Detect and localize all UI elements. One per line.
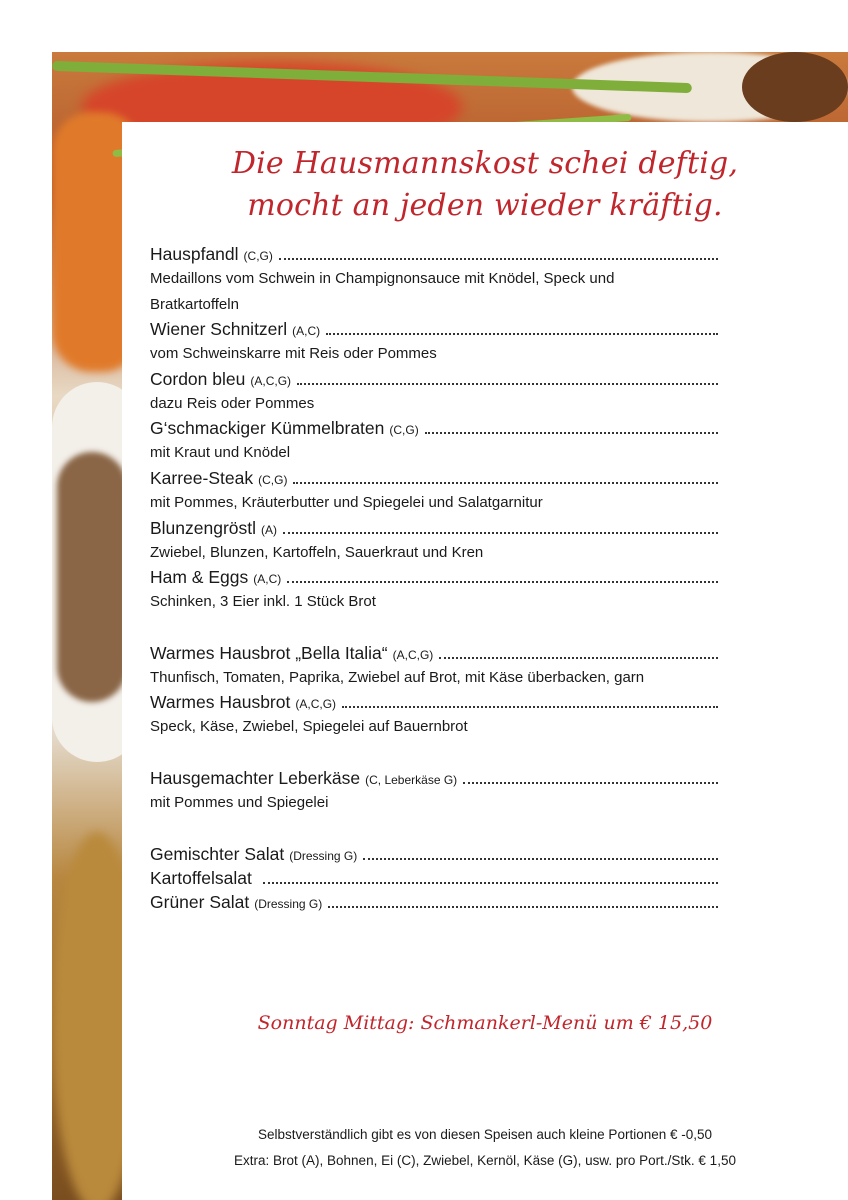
dish-description: Zwiebel, Blunzen, Kartoffeln, Sauerkraut und Kren: [150, 543, 484, 561]
dish-row: [150, 317, 718, 341]
dish-row: [150, 641, 718, 665]
dish-row: [150, 242, 718, 266]
dish-allergens: (A,C,G): [295, 697, 337, 712]
dot-leader: [439, 653, 718, 659]
dish-allergens: (Dressing G): [289, 848, 358, 863]
dish-row: [150, 466, 718, 490]
dish-description: mit Pommes und Spiegelei: [150, 793, 329, 811]
dish-row: [150, 565, 718, 589]
dish-description: mit Pommes, Kräuterbutter und Spiegelei und Salatgarnitur: [150, 493, 543, 511]
dot-leader: [425, 428, 718, 434]
menu-list: [150, 242, 718, 914]
dish-name: Grüner Salat: [150, 891, 250, 912]
dish-description: mit Kraut und Knödel: [150, 444, 291, 462]
dish-allergens: (A,C): [253, 572, 282, 587]
footer-note-extras: Extra: Brot (A), Bohnen, Ei (C), Zwiebel, Kernöl, Käse (G), usw. pro Port./Stk. € 1,50: [234, 1153, 736, 1168]
dish-description: dazu Reis oder Pommes: [150, 394, 315, 412]
dish-description: Speck, Käse, Zwiebel, Spiegelei auf Bauernbrot: [150, 718, 468, 736]
dot-leader: [283, 528, 718, 534]
dish-allergens: (Dressing G): [254, 896, 323, 911]
dish-name: Warmes Hausbrot: [150, 692, 291, 713]
dish-description: Medaillons vom Schwein in Champignonsauce mit Knödel, Speck und: [150, 270, 615, 287]
dish-name: Wiener Schnitzerl: [150, 319, 288, 340]
dot-leader: [293, 478, 718, 484]
dot-leader: [279, 254, 718, 260]
dish-allergens: (C,G): [243, 249, 273, 263]
dish-allergens: (A,C): [292, 324, 321, 339]
dish-row: [150, 367, 718, 391]
slogan-line-2: mocht an jeden wieder kräftig.: [247, 188, 723, 223]
slogan-line-1: Die Hausmannskost schei deftig,: [231, 146, 739, 181]
dot-leader: [326, 329, 718, 335]
dish-allergens: (C,G): [258, 472, 288, 487]
dish-row: [150, 866, 718, 890]
dot-leader: [363, 854, 718, 860]
section-gap: [150, 615, 718, 641]
dish-name: Ham & Eggs: [150, 567, 249, 588]
dish-name: Kartoffelsalat: [150, 867, 252, 888]
dot-leader: [263, 878, 718, 884]
dish-description: Bratkartoffeln: [150, 295, 239, 313]
footer-note-portions: Selbstverständlich gibt es von diesen Speisen auch kleine Portionen € -0,50: [257, 1127, 713, 1142]
dot-leader: [297, 379, 718, 385]
dish-row: [150, 516, 718, 540]
sunday-offer: Sonntag Mittag: Schmankerl-Menü um € 15,50: [257, 1012, 713, 1034]
dish-row: [150, 842, 718, 866]
dish-row: [150, 766, 718, 790]
dot-leader: [328, 902, 718, 908]
dish-description: vom Schweinskarre mit Reis oder Pommes: [150, 345, 437, 363]
dish-description: Thunfisch, Tomaten, Paprika, Zwiebel auf Brot, mit Käse überbacken, garn: [150, 668, 645, 686]
dish-description: Schinken, 3 Eier inkl. 1 Stück Brot: [150, 593, 376, 611]
dish-name: Warmes Hausbrot „Bella Italia“: [150, 642, 388, 663]
dish-name: Hausgemachter Leberkäse: [150, 767, 361, 788]
dish-name: Gemischter Salat: [150, 843, 285, 864]
dip-shape: [57, 452, 127, 702]
dish-name: Hauspfandl: [150, 244, 239, 264]
dish-row: [150, 690, 718, 714]
dish-name: Karree-Steak: [150, 467, 254, 488]
section-gap: [150, 740, 718, 766]
dish-allergens: (A): [261, 522, 278, 537]
dot-leader: [287, 577, 718, 583]
dish-allergens: (A,C,G): [392, 647, 434, 662]
table-shape: [742, 52, 848, 122]
section-gap: [150, 816, 718, 842]
dish-row: [150, 416, 718, 440]
dish-name: G‘schmackiger Kümmelbraten: [150, 418, 385, 439]
dot-leader: [342, 702, 718, 708]
dish-name: Blunzengröstl: [150, 517, 257, 538]
menu-page: [122, 122, 848, 1200]
dish-row: [150, 890, 718, 914]
dish-allergens: (C, Leberkäse G): [365, 772, 458, 787]
dish-allergens: (A,C,G): [250, 373, 292, 388]
dish-allergens: (C,G): [389, 423, 419, 438]
dot-leader: [463, 778, 718, 784]
dish-name: Cordon bleu: [150, 368, 246, 389]
